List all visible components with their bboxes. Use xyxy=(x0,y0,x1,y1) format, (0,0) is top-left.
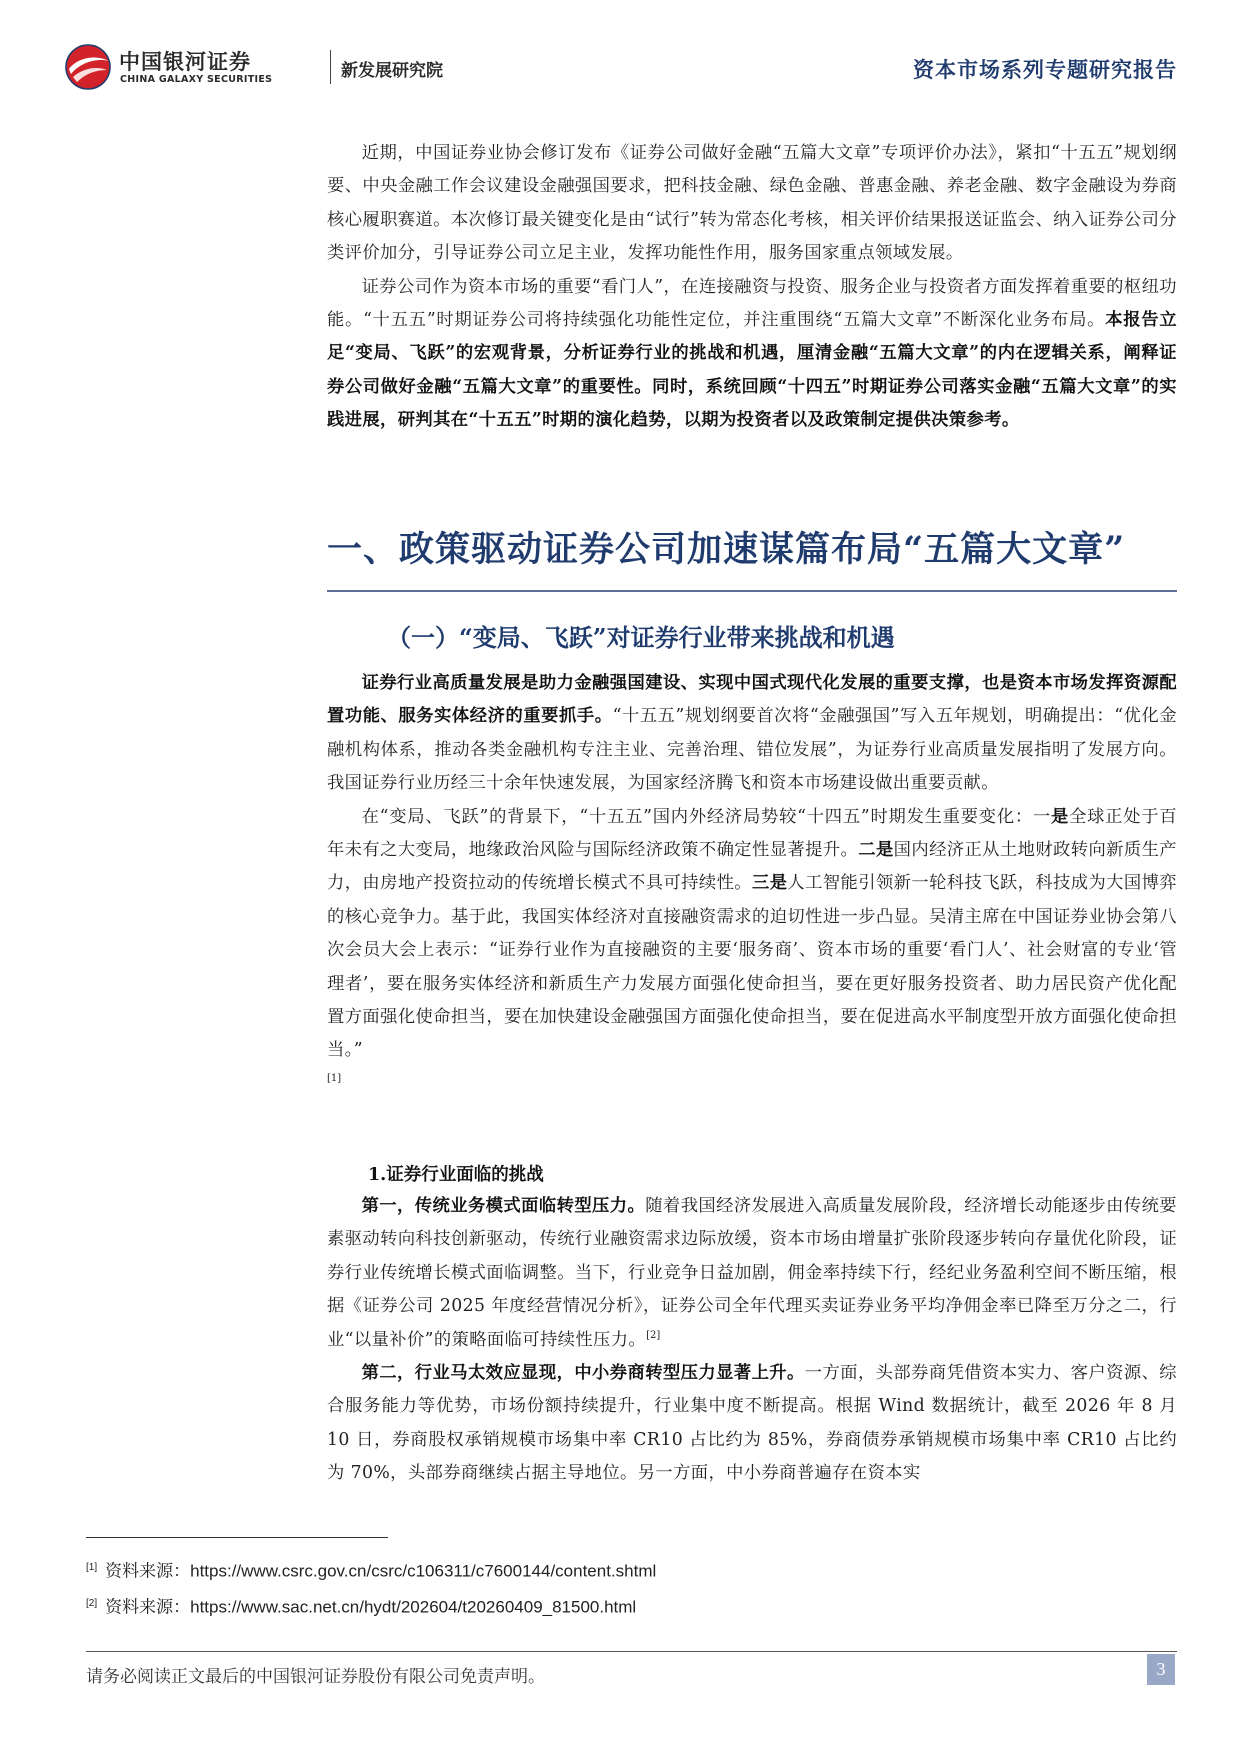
report-series-title: 资本市场系列专题研究报告 xyxy=(913,57,1177,82)
intro-paragraph-2-bold: 本报告立足“变局、飞跃”的宏观背景，分析证券行业的挑战和机遇，厘清金融“五篇大文章”的内在逻辑关系，阐释证券公司做好金融“五篇大文章”的重要性。同时，系统回顾“十四五”时期证券公司落实金融“五篇大文章”的实践进展，研判其在“十五五”时期的演化趋势，以期为投资者以及政策制定提供决策参考。 xyxy=(327,310,1177,431)
footnote-ref-1[interactable]: [1] xyxy=(327,1072,342,1084)
footnote-divider xyxy=(86,1537,388,1538)
body-paragraph-1 xyxy=(327,667,1177,801)
body-paragraph-1-text: “十五五”规划纲要首次将“金融强国”写入五年规划，明确提出：“优化金融机构体系，推动各类金融机构专注主业、完善治理、错位发展”，为证券行业高质量发展指明了发展方向。我国证券行业历经三十余年快速发展，为国家经济腾飞和资本市场建设做出重要贡献。 xyxy=(327,706,1178,794)
footnotes xyxy=(86,1555,656,1627)
footnote-2-label: 资料来源： xyxy=(105,1597,191,1617)
intro-paragraph-2 xyxy=(327,271,1177,438)
body-paragraph-2-text-a: 在“变局、飞跃”的背景下，“十五五”国内外经济局势较“十四五”时期发生重要变化：一 xyxy=(361,806,1051,827)
body-paragraph-2-text-g: 人工智能引领新一轮科技飞跃，科技成为大国博弈的核心竞争力。基于此，我国实体经济对直接融资需求的迫切性进一步凸显。吴清主席在中国证券业协会第八次会员大会上表示：“证券行业作为直接融资的主要‘服务商’、资本市场的重要‘看门人’、社会财富的专业‘管理者’，要在服务实体经济和新质生产力发展方面强化使命担当，要在更好服务投资者、助力居民资产优化配置方面强化使命担当，要在加快建设金融强国方面强化使命担当，要在促进高水平制度型开放方面强化使命担当。” xyxy=(327,873,1177,1061)
footer-divider xyxy=(86,1651,1177,1652)
challenges-heading: 1.证券行业面临的挑战 xyxy=(368,1165,544,1185)
page-number: 3 xyxy=(1147,1654,1175,1685)
footnote-1 xyxy=(86,1555,656,1591)
header-divider xyxy=(330,50,331,84)
point-marker-1: 是 xyxy=(1051,806,1070,827)
subsection-body xyxy=(327,667,1177,1090)
footnote-2-link[interactable]: https://www.sac.net.cn/hydt/202604/t20260409_81500.html xyxy=(190,1597,637,1617)
body-paragraph-1-bold: 证券行业高质量发展是助力金融强国建设、实现中国式现代化发展的重要支撑，也是资本市场发挥资源配置功能、服务实体经济的重要抓手。 xyxy=(327,673,1177,727)
page-header xyxy=(65,40,1177,90)
galaxy-logo-icon xyxy=(65,44,111,90)
intro-paragraph-2-text: 证券公司作为资本市场的重要“看门人”，在连接融资与投资、服务企业与投资者方面发挥着重要的枢纽功能。“十五五”时期证券公司将持续强化功能性定位，并注重围绕“五篇大文章”不断深化业务布局。 xyxy=(327,276,1177,331)
footnote-2 xyxy=(86,1591,656,1627)
brand-name-en: CHINA GALAXY SECURITIES xyxy=(120,74,273,85)
challenge-1-text: 随着我国经济发展进入高质量发展阶段，经济增长动能逐步由传统要素驱动转向科技创新驱动，传统行业融资需求边际放缓，资本市场由增量扩张阶段逐步转向存量优化阶段，证券行业传统增长模式面临调整。当下，行业竞争日益加剧，佣金率持续下行，经纪业务盈利空间不断压缩，根据《证券公司 2025 年度经营情况分析》，证券公司全年代理买卖证券业务平均净佣金率已降至万分之二，行业“以量补价”的策略面临可持续性压力。 xyxy=(327,1196,1177,1350)
footnote-ref-2[interactable]: [2] xyxy=(646,1329,661,1341)
intro-paragraph-1: 近期，中国证券业协会修订发布《证券公司做好金融“五篇大文章”专项评价办法》，紧扣“十五五”规划纲要、中央金融工作会议建设金融强国要求，把科技金融、绿色金融、普惠金融、养老金融、数字金融设为券商核心履职赛道。本次修订最关键变化是由“试行”转为常态化考核，相关评价结果报送证监会、纳入证券公司分类评价加分，引导证券公司立足主业，发挥功能性作用，服务国家重点领域发展。 xyxy=(327,143,1177,264)
point-marker-3: 三是 xyxy=(752,873,788,894)
point-marker-2: 二是 xyxy=(858,840,894,861)
footnote-1-link[interactable]: https://www.csrc.gov.cn/csrc/c106311/c7600144/content.shtml xyxy=(190,1561,657,1581)
body-paragraph-2-text-e: 国内经济正从土地财政转向新质生产力，由房地产投资拉动的传统增长模式不具可持续性。 xyxy=(327,840,1177,894)
footnote-1-mark: [1] xyxy=(86,1562,98,1573)
body-paragraph-2 xyxy=(327,801,1177,1068)
intro-section xyxy=(327,137,1177,438)
challenge-paragraph-2 xyxy=(327,1357,1177,1491)
section-title-rule xyxy=(327,590,1177,592)
challenge-2-title: 第二，行业马太效应显现，中小券商转型压力显著上升。 xyxy=(361,1363,805,1384)
disclaimer-note: 请务必阅读正文最后的中国银河证券股份有限公司免责声明。 xyxy=(86,1667,545,1687)
body-paragraph-2-text-c: 全球正处于百年未有之大变局，地缘政治风险与国际经济政策不确定性显著提升。 xyxy=(327,806,1177,861)
subsection-title: （一）“变局、飞跃”对证券行业带来挑战和机遇 xyxy=(387,623,895,652)
challenge-paragraph-1 xyxy=(327,1190,1177,1357)
challenge-1-title: 第一，传统业务模式面临转型压力。 xyxy=(361,1196,646,1216)
challenges-body xyxy=(327,1190,1177,1491)
section-title: 一、政策驱动证券公司加速谋篇布局“五篇大文章” xyxy=(327,529,1126,570)
footnote-1-label: 资料来源： xyxy=(105,1561,191,1581)
footnote-2-mark: [2] xyxy=(86,1598,98,1609)
challenge-2-text: 一方面，头部券商凭借资本实力、客户资源、综合服务能力等优势，市场份额持续提升，行业集中度不断提高。根据 Wind 数据统计，截至 2026 年 8 月 10 日，券商股权承销规模市场集中率 CR10 占比约为 85%，券商债券承销规模市场集中率 CR10 占比约为 70%，头部券商继续占据主导地位。另一方面，中小券商普遍存在资本实 xyxy=(327,1363,1177,1484)
brand-name-cn: 中国银河证券 xyxy=(119,50,251,74)
institute-name: 新发展研究院 xyxy=(341,61,443,81)
